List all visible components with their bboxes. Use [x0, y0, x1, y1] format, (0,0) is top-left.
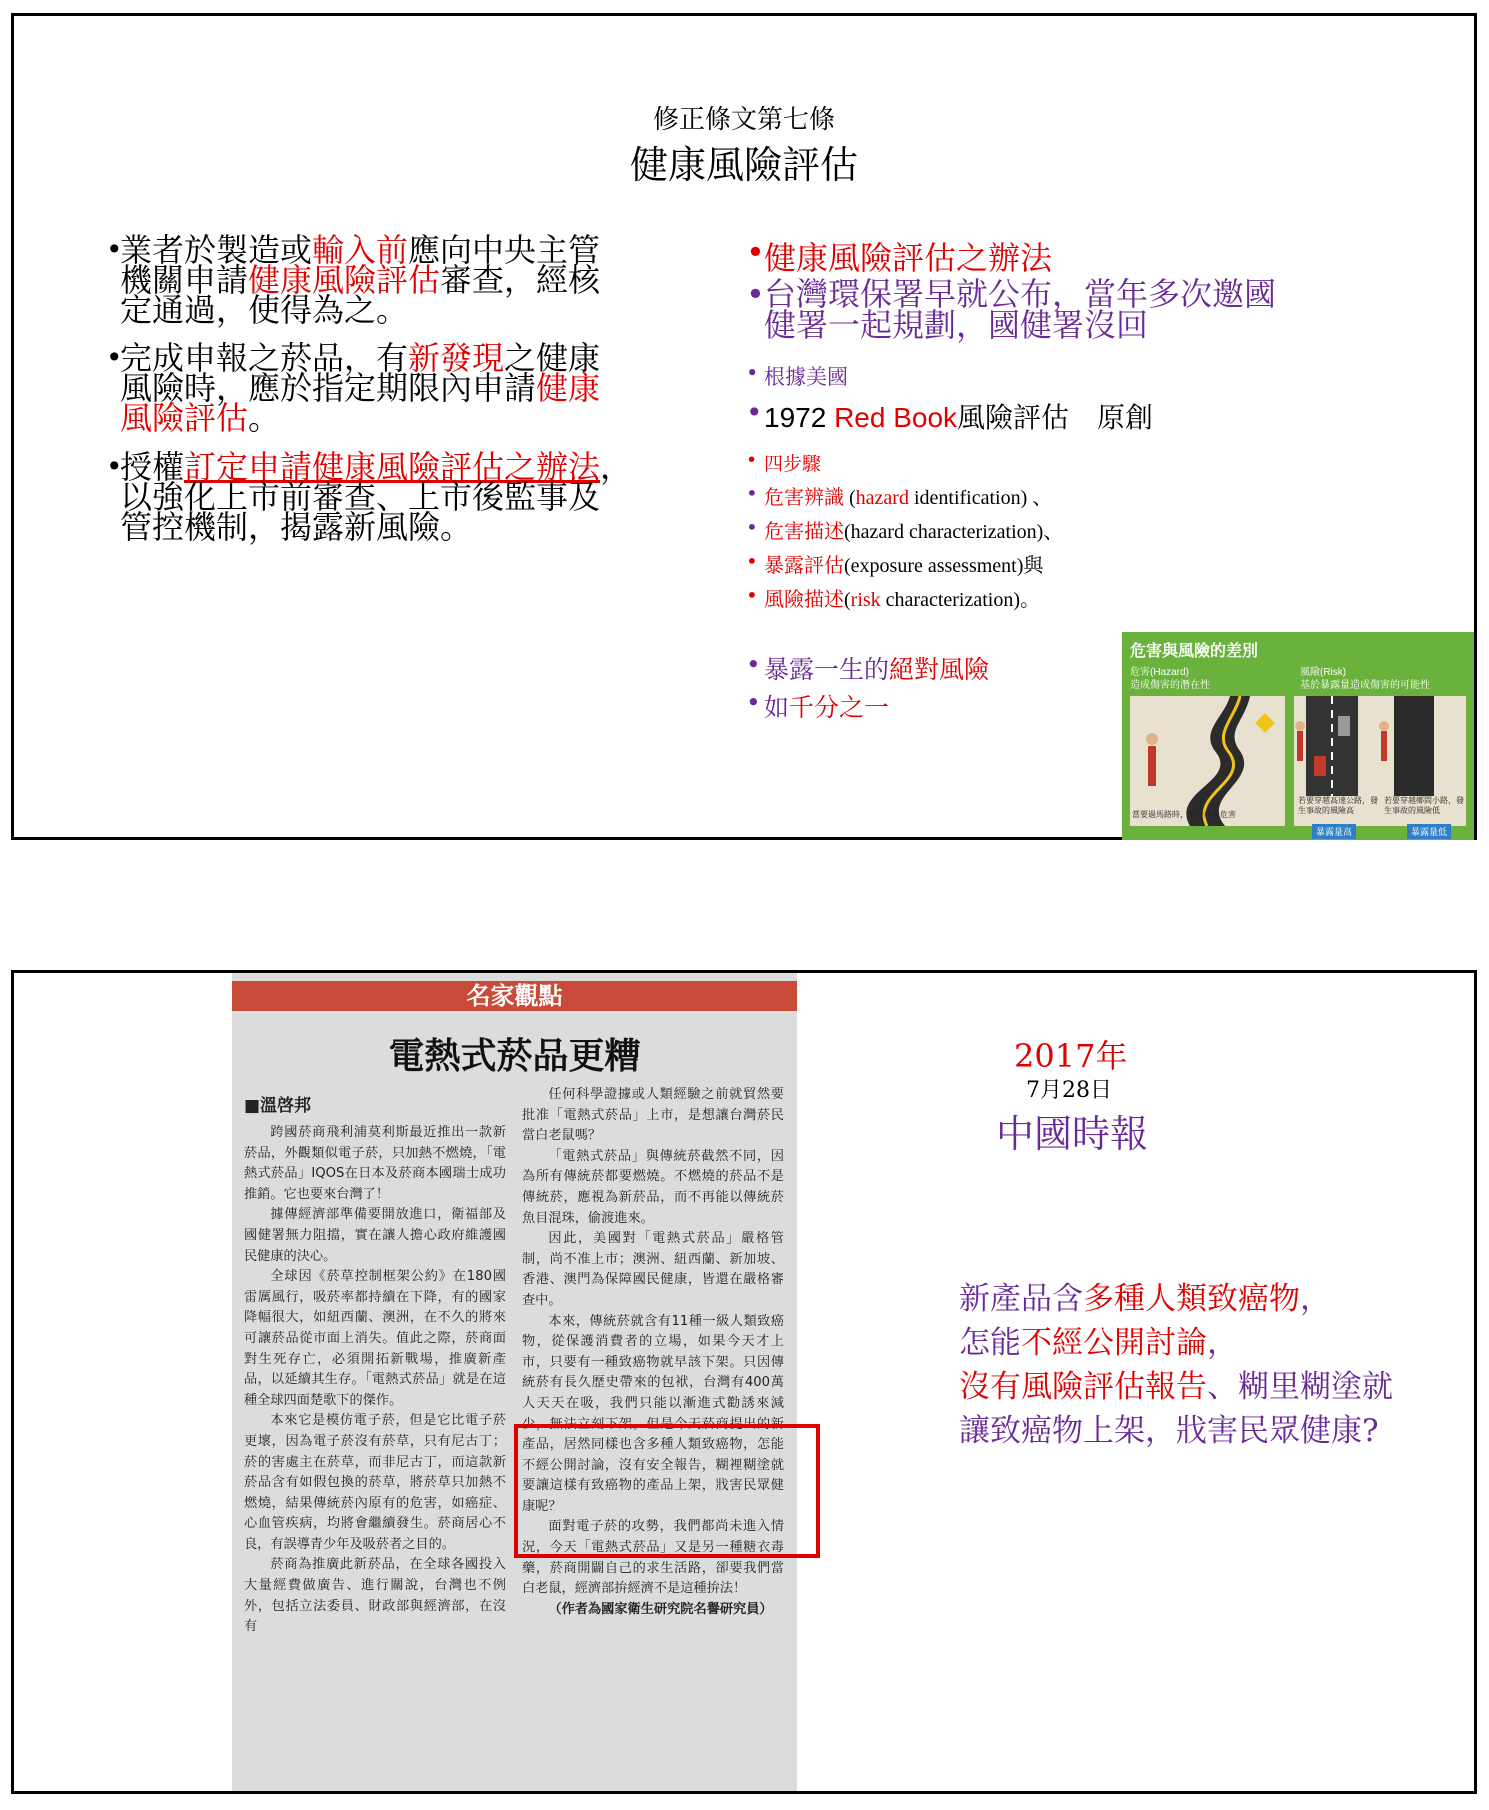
- highlight-box: [514, 1424, 820, 1558]
- clipping-headline: 電熱式菸品更糟: [388, 1036, 641, 1077]
- right-bullet-4: • 1972 Red Book風險評估 原創: [746, 396, 1154, 434]
- clipping-column-1: 跨國菸商飛利浦莫利斯最近推出一款新菸品，外觀類似電子菸，只加熱不燃燒，「電熱式菸品」IQOS在日本及菸商本國瑞士成功推銷。它也要來台灣了！ 據傳經濟部準備要開放進口，衛福部及國健署無力阻擋，實在讓人擔心政府維護國民健康的決心。 全球因《菸草控制框架公約》在180國雷厲風行，吸菸率都持續在下降，有的國家降幅很大，如紐西蘭、澳洲，在不久的將來可讓菸品從市面上消失。值此之際，菸商面對生死存亡，必須開拓新戰場，推廣新產品，以延續其生存。「電熱式菸品」就是在這種全球四面楚歌下的傑作。 本來它是模仿電子菸，但是它比電子菸更壞，因為電子菸沒有菸草，只有尼古丁；菸的害處主在菸草，而非尼古丁，而這款新菸品含有如假包換的菸草，將菸草只加熱不燃燒，結果傳統菸內原有的危害，如癌症、心血管疾病，均將會繼續發生。菸商居心不良，有誤導青少年及吸菸者之目的。 菸商為推廣此新菸品，在全球各國投入大量經費做廣告、進行關說，台灣也不例外，包括立法委員、財政部與經濟部，在沒有: [244, 1125, 506, 1635]
- bullet-dot: •: [106, 450, 123, 483]
- clipping-column-2: 任何科學證據或人類經驗之前就貿然要批准「電熱式菸品」上市，是想讓台灣菸民當白老鼠嗎？ 「電熱式菸品」與傳統菸截然不同，因為所有傳統菸都要燃燒。不燃燒的菸品不是傳統菸，應視為新菸品，而不再能以傳統菸魚目混珠，偷渡進來。 因此，美國對「電熱式菸品」嚴格管制，尚不准上市；澳洲、紐西蘭、新加坡、香港、澳門為保障國民健康，皆還在嚴格審查中。 本來，傳統菸就含有11種一級人類致癌物，從保護消費者的立場，如果今天才上市，只要有一種致癌物就早該下架。只因傳統菸有長久歷史帶來的包袱，台灣有400萬人天天在吸，我們只能以漸進式勸誘來減少，無法立刻下架。但是今天菸商提出的新產品，居然同樣也含多種人類致癌物，怎能不經公開討論，沒有安全報告，糊裡糊塗就要讓這樣有致癌物的產品上架，戕害民眾健康呢？ 面對電子菸的攻勢，我們都尚未進入情況，今天「電熱式菸品」又是另一種糖衣毒藥，菸商開闢自己的求生活路，卻要我們當白老鼠，經濟部拚經濟不是這種拚法！ （作者為國家衛生研究院名譽研究員）: [522, 1087, 784, 1617]
- hazard-vs-risk-infographic: [1122, 632, 1474, 840]
- right-bullet-7: • 危害描述(hazard characterization)、: [746, 515, 1064, 543]
- exposure-high-tag: 暴露量高: [1312, 824, 1356, 839]
- newspaper-clipping: [232, 973, 797, 1791]
- infographic-title: 危害與風險的差別: [1130, 643, 1259, 660]
- comment-line-1: 新產品含多種人類致癌物，: [959, 1281, 1331, 1317]
- right-bullet-3: • 根據美國: [746, 361, 848, 389]
- clipping-banner: 名家觀點: [232, 981, 797, 1011]
- right-bullet-5: • 四步驟: [746, 449, 822, 475]
- publication-date: 7月28日: [1026, 1078, 1112, 1103]
- publication-year: 2017年: [1014, 1037, 1128, 1075]
- right-bullet-1: • 健康風險評估之辦法: [746, 233, 1053, 277]
- slide-title: 健康風險評估: [629, 143, 858, 187]
- bullet-dot: •: [106, 233, 123, 266]
- comment-line-4: 讓致癌物上架，戕害民眾健康?: [959, 1413, 1379, 1449]
- hazard-label: 危害(Hazard) 造成傷害的潛在性: [1130, 667, 1210, 691]
- risk-label: 風險(Risk) 基於暴露量造成傷害的可能性: [1300, 667, 1430, 691]
- risk-panel: 若要穿越高速公路，發生事故的風險高 若要穿越鄉間小路，發生事故的風險低: [1294, 696, 1466, 826]
- slide-news-clipping: [11, 970, 1477, 1794]
- left-bullet-3: • 授權訂定申請健康風險評估之辦法， 以強化上市前審查、上市後監事及 管控機制，揭露新風險。: [106, 448, 633, 546]
- slide-health-risk-assessment: [11, 13, 1477, 840]
- right-bullet-11: • 如千分之一: [746, 688, 890, 722]
- right-bullet-6: • 危害辨識 (hazard identification) 、: [746, 481, 1053, 509]
- slide-subtitle: 修正條文第七條: [652, 105, 835, 135]
- winding-road-icon: [1130, 696, 1285, 826]
- right-bullet-8: • 暴露評估(exposure assessment)與: [746, 549, 1044, 577]
- left-bullet-2: • 完成申報之菸品，有新發現之健康 風險時，應於指定期限內申請健康 風險評估。: [106, 339, 601, 437]
- exposure-low-tag: 暴露量低: [1407, 824, 1451, 839]
- right-bullet-9: • 風險描述(risk characterization)。: [746, 583, 1041, 611]
- right-bullet-2: • 台灣環保署早就公布，當年多次邀國 健署一起規劃，國健署沒回: [746, 275, 1277, 344]
- right-bullet-10: • 暴露一生的絕對風險: [746, 650, 990, 684]
- left-bullet-1: • 業者於製造或輸入前應向中央主管 機關申請健康風險評估審查，經核 定通過，使得為之。: [106, 231, 601, 329]
- comment-line-2: 怎能不經公開討論，: [959, 1325, 1238, 1361]
- hazard-panel: 當要過馬路時，車子就是危害: [1130, 696, 1285, 826]
- bullet-dot: •: [106, 341, 123, 374]
- clipping-byline: ■溫啓邦: [244, 1096, 312, 1116]
- comment-line-3: 沒有風險評估報告、糊里糊塗就: [959, 1369, 1393, 1405]
- highway-and-lane-icon: [1294, 696, 1466, 796]
- newspaper-name: 中國時報: [996, 1112, 1149, 1156]
